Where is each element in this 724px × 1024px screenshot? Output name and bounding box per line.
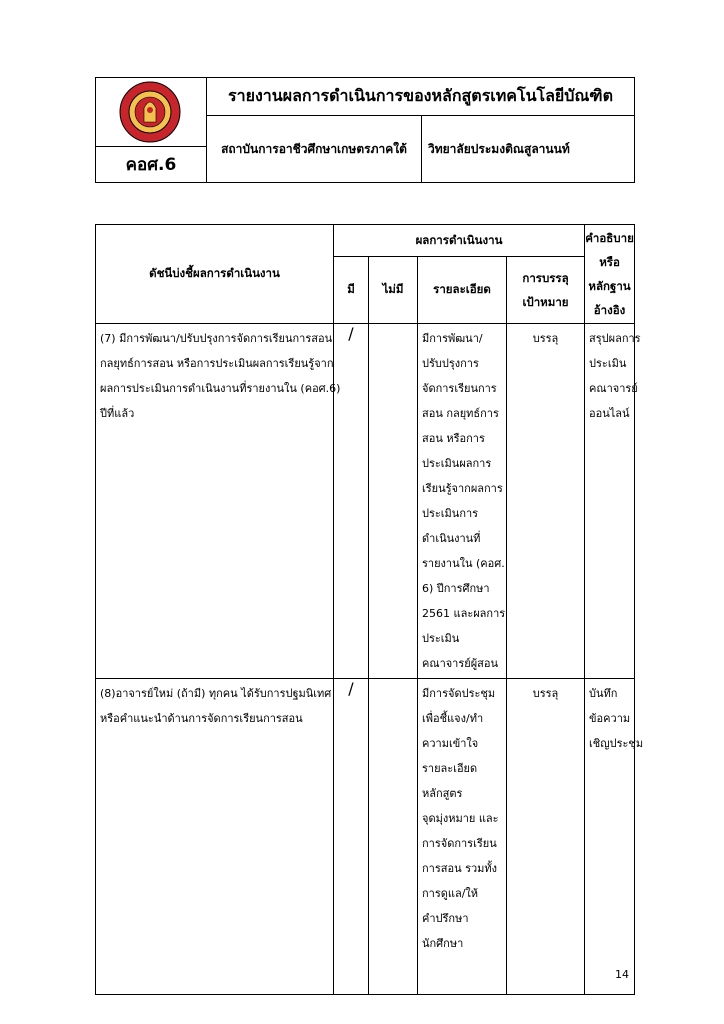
detail-line: จัดการเรียนการ [422, 382, 497, 395]
detail-line: 2561 และผลการ [422, 607, 506, 620]
indicator-line: หรือคำแนะนำด้านการจัดการเรียนการสอน [100, 712, 303, 725]
have-mark: / [334, 324, 369, 679]
detail-line: หลักสูตร [422, 787, 463, 800]
logo-cell [96, 78, 207, 147]
indicator-cell [96, 679, 334, 995]
detail-line: การจัดการเรียน [422, 837, 497, 850]
indicator-line: ผลการประเมินการดำเนินงานที่รายงานใน (คอศ.6) [100, 382, 341, 395]
evidence-line: ข้อความ [589, 712, 631, 725]
report-title: รายงานผลการดำเนินการของหลักสูตรเทคโนโลยีบัณฑิต [207, 78, 634, 116]
evidence-line: สรุปผลการ [589, 332, 641, 345]
detail-line: เพื่อชี้แจง/ทำ [422, 712, 484, 725]
results-header: ผลการดำเนินงาน [334, 225, 585, 257]
target-header [507, 257, 585, 324]
target-value: บรรลุ [532, 687, 559, 700]
evidence-line: บันทึก [589, 687, 618, 700]
detail-line: รายงานใน (คอศ. [422, 557, 505, 570]
not-have-mark [369, 324, 418, 679]
detail-cell [418, 679, 507, 995]
indicator-line: กลยุทธ์การสอน หรือการประเมินผลการเรียนรู้จาก [100, 357, 334, 370]
detail-cell [418, 324, 507, 679]
form-code: คอศ.6 [96, 147, 207, 182]
detail-line: คณาจารย์ผู้สอน [422, 657, 499, 670]
indicator-cell [96, 324, 341, 679]
detail-line: จุดมุ่งหมาย และ [422, 812, 499, 825]
target-value: บรรลุ [532, 332, 559, 345]
detail-line: สอน หรือการ [422, 432, 485, 445]
evidence-line: เชิญประชุม [589, 737, 644, 750]
results-table [95, 224, 644, 995]
detail-line: ประเมินผลการ [422, 457, 492, 470]
evidence-line: ออนไลน์ [589, 407, 630, 420]
form-header [95, 77, 635, 183]
details-header: รายละเอียด [418, 257, 507, 324]
detail-line: เรียนรู้จากผลการ [422, 482, 503, 495]
evidence-header-line: หรือ [599, 255, 620, 269]
target-header-line: การบรรลุ [522, 271, 569, 285]
detail-line: รายละเอียด [422, 762, 478, 775]
detail-line: การดูแล/ให้ [422, 887, 479, 900]
emblem-icon [114, 80, 186, 144]
detail-line: มีการจัดประชุม [422, 687, 496, 700]
detail-line: สอน กลยุทธ์การ [422, 407, 499, 420]
detail-line: ประเมินการ [422, 507, 479, 520]
detail-line: ความเข้าใจ [422, 737, 479, 750]
target-header-line: เป้าหมาย [522, 295, 569, 309]
have-header: มี [334, 257, 369, 324]
indicator-line: (8)อาจารย์ใหม่ (ถ้ามี) ทุกคน ได้รับการปฐมนิเทศ [100, 687, 332, 700]
detail-line: ดำเนินงานที่ [422, 532, 481, 545]
detail-line: 6) ปีการศึกษา [422, 582, 490, 595]
evidence-header-line: คำอธิบาย [585, 231, 634, 245]
target-cell [507, 679, 585, 995]
evidence-cell [585, 324, 641, 679]
detail-line: การสอน รวมทั้ง [422, 862, 498, 875]
detail-line: มีการพัฒนา/ [422, 332, 483, 345]
indicator-line: ปีที่แล้ว [100, 407, 135, 420]
detail-line: นักศึกษา [422, 937, 464, 950]
indicator-header: ดัชนีบ่งชี้ผลการดำเนินงาน [96, 225, 334, 324]
evidence-header-line: หลักฐาน [588, 279, 631, 293]
college-name: วิทยาลัยประมงติณสูลานนท์ [428, 141, 570, 156]
not-have-header: ไม่มี [369, 257, 418, 324]
evidence-cell [585, 679, 644, 995]
detail-line: คำปรึกษา [422, 912, 469, 925]
have-mark: / [334, 679, 369, 995]
table-row [96, 324, 635, 679]
institute-name: สถาบันการอาชีวศึกษาเกษตรภาคใต้ [207, 116, 422, 182]
evidence-line: ประเมิน [589, 357, 627, 370]
evidence-header [585, 225, 635, 324]
page-number: 14 [615, 968, 629, 981]
evidence-header-line: อ้างอิง [593, 303, 626, 317]
indicator-line: (7) มีการพัฒนา/ปรับปรุงการจัดการเรียนการสอน [100, 332, 333, 345]
detail-line: ปรับปรุงการ [422, 357, 479, 370]
detail-line: ประเมิน [422, 632, 460, 645]
target-cell [507, 324, 585, 679]
not-have-mark [369, 679, 418, 995]
evidence-line: คณาจารย์ [589, 382, 638, 395]
table-row [96, 679, 635, 995]
